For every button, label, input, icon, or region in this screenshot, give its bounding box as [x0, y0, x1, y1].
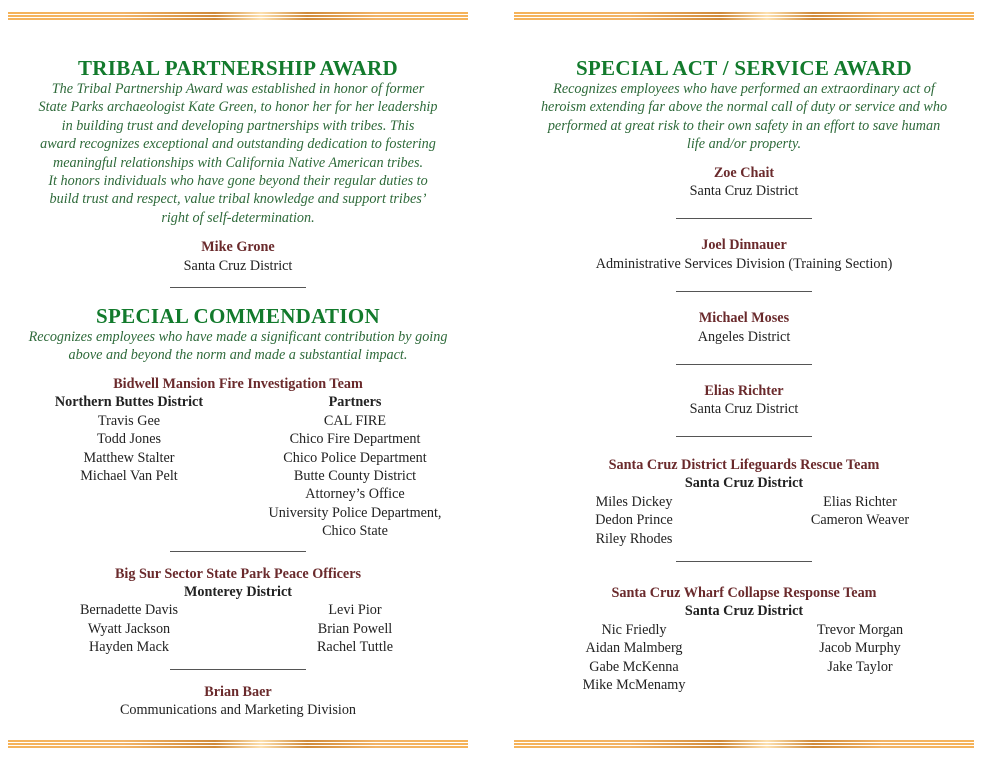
column-heading: Partners	[328, 394, 382, 411]
member: Aidan Malmberg	[585, 640, 683, 657]
column-heading: Northern Buttes District	[54, 394, 204, 411]
recipient-affiliation: Santa Cruz District	[689, 401, 799, 418]
member: Todd Jones	[96, 431, 162, 448]
recipient	[514, 236, 974, 273]
team-district: Monterey District	[183, 583, 293, 600]
member: Wyatt Jackson	[87, 620, 171, 637]
team-right-column	[750, 493, 970, 548]
member: Hayden Mack	[89, 639, 169, 656]
recipient-affiliation: Santa Cruz District	[183, 257, 293, 274]
team-right-column	[750, 621, 970, 695]
partner: Chico Police Department	[283, 449, 427, 466]
left-page	[8, 56, 468, 719]
member: Bernadette Davis	[79, 602, 179, 619]
recipient	[514, 382, 974, 419]
member: Dedon Prince	[595, 512, 673, 529]
recipient-affiliation: Angeles District	[697, 328, 791, 345]
member: Matthew Stalter	[83, 449, 175, 466]
team-name: Bidwell Mansion Fire Investigation Team	[113, 375, 363, 392]
team-left-column	[12, 393, 246, 540]
recipient-affiliation: Administrative Services Division (Training Section)	[595, 255, 893, 272]
team-name: Big Sur Sector State Park Peace Officers	[114, 565, 362, 582]
member: Riley Rhodes	[595, 530, 673, 547]
divider	[170, 551, 306, 552]
right-page	[514, 56, 974, 694]
member: Jake Taylor	[827, 658, 893, 675]
bigsur-team	[8, 565, 468, 670]
recipient-affiliation: Communications and Marketing Division	[119, 701, 357, 718]
special-act-section	[514, 56, 974, 694]
member: Rachel Tuttle	[316, 639, 394, 656]
top-right-gold-rule	[514, 12, 974, 19]
partner: University Police Department,	[268, 504, 442, 521]
section-description: Recognizes employees who have made a significant contribution by going above and beyond the norm and made a substantial impact.	[28, 329, 448, 364]
team-left-column	[518, 621, 750, 695]
divider	[676, 561, 812, 562]
bottom-left-gold-rule	[8, 740, 468, 747]
member: Cameron Weaver	[810, 512, 910, 529]
member: Trevor Morgan	[816, 621, 904, 638]
member: Miles Dickey	[595, 493, 673, 510]
lifeguards-team	[514, 456, 974, 562]
recipient-affiliation: Santa Cruz District	[689, 183, 799, 200]
tribal-partnership-section	[8, 56, 468, 288]
special-commendation-section	[8, 304, 468, 719]
recipient-name: Mike Grone	[201, 239, 275, 256]
bottom-right-gold-rule	[514, 740, 974, 747]
member: Jacob Murphy	[819, 640, 901, 657]
team-right-column	[246, 393, 464, 540]
partner: Chico State	[322, 523, 388, 540]
section-description: Recognizes employees who have performed an extraordinary act of heroism extending far above the normal call of duty or service and who performed at great risk to their own safety in an effort to save human life and/or property.	[540, 81, 948, 153]
partner: Chico Fire Department	[289, 431, 421, 448]
recipient-name: Joel Dinnauer	[701, 237, 787, 254]
team-district: Santa Cruz District	[684, 603, 804, 620]
member: Brian Powell	[317, 620, 393, 637]
member: Levi Pior	[328, 602, 382, 619]
team-district: Santa Cruz District	[684, 475, 804, 492]
team-name: Santa Cruz Wharf Collapse Response Team	[611, 584, 877, 601]
divider	[170, 287, 306, 288]
recipient	[514, 309, 974, 346]
team-name: Santa Cruz District Lifeguards Rescue Team	[608, 456, 880, 473]
section-description: The Tribal Partnership Award was established in honor of former State Parks archaeologist Kate Green, to honor her for her leadership in building trust and developing partnerships with tribes. This award recognizes exceptional and outstanding dedication to fostering meaningful relationships with California Native American tribes. It honors individuals who have gone beyond their regular duties to build trust and respect, value tribal knowledge and support tribes’ right of self-determination.	[38, 81, 438, 226]
member: Mike McMenamy	[582, 676, 686, 693]
team-left-column	[518, 493, 750, 548]
member: Elias Richter	[823, 493, 897, 510]
partner: Attorney’s Office	[305, 486, 405, 503]
member: Nic Friedly	[601, 621, 667, 638]
recipient	[514, 164, 974, 201]
member: Michael Van Pelt	[80, 467, 178, 484]
member: Gabe McKenna	[589, 658, 679, 675]
bidwell-team	[8, 375, 468, 552]
recipient-name: Elias Richter	[704, 383, 784, 400]
recipient-name: Michael Moses	[698, 310, 790, 327]
top-left-gold-rule	[8, 12, 468, 19]
divider	[170, 669, 306, 670]
section-title: SPECIAL ACT / SERVICE AWARD	[575, 56, 913, 80]
section-title: SPECIAL COMMENDATION	[96, 304, 380, 329]
wharf-team	[514, 584, 974, 694]
partner: Butte County District	[293, 467, 417, 484]
team-right-column	[246, 601, 464, 656]
recipient-name: Zoe Chait	[713, 164, 775, 181]
member: Travis Gee	[97, 412, 161, 429]
recipient-name: Brian Baer	[204, 683, 272, 700]
team-left-column	[12, 601, 246, 656]
partner: CAL FIRE	[323, 412, 387, 429]
section-title: TRIBAL PARTNERSHIP AWARD	[78, 56, 398, 80]
